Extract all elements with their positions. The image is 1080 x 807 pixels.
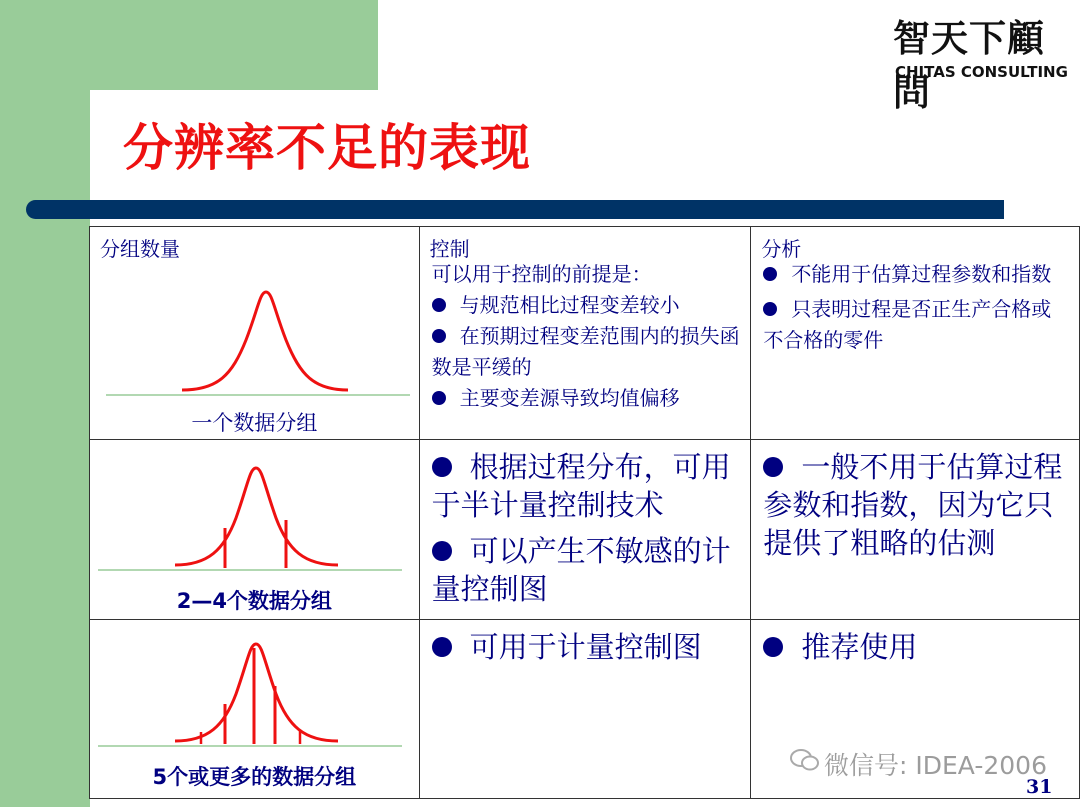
control-list-row3 (432, 628, 745, 666)
normal-curve (182, 292, 348, 390)
normal-curve (175, 468, 338, 565)
analysis-list-row3 (763, 628, 1073, 666)
normal-curve (175, 644, 338, 741)
row2-groups-cell (90, 440, 420, 620)
wechat-icon (790, 748, 820, 772)
list-item: 根据过程分布，可用于半计量控制技术 (431, 450, 731, 522)
caption-five-plus-groups: 5个或更多的数据分组 (152, 765, 357, 789)
watermark-text: 微信号: IDEA-2006 (824, 751, 1047, 780)
resolution-table (89, 226, 1080, 799)
caption-one-group: 一个数据分组 (191, 411, 318, 435)
bullet-icon (763, 457, 783, 477)
row1-groups-cell (90, 227, 420, 440)
row3-groups-cell (90, 620, 420, 799)
control-list-row2 (432, 448, 745, 608)
row2-analysis-cell (751, 440, 1080, 620)
list-item: 可以产生不敏感的计量控制图 (431, 534, 731, 606)
control-intro: 可以用于控制的前提是： (431, 262, 652, 286)
green-band-left (0, 0, 90, 807)
row2-control-cell (419, 440, 751, 620)
bullet-icon (763, 267, 777, 281)
list-item: 在预期过程变差范围内的损失函数是平缓的 (431, 324, 740, 379)
row1-control-cell (419, 227, 751, 440)
list-item: 只表明过程是否正生产合格或不合格的零件 (763, 297, 1052, 352)
bullet-icon (432, 298, 446, 312)
row3-control-cell (419, 620, 751, 799)
bullet-icon (432, 541, 452, 561)
bullet-icon (763, 637, 783, 657)
caption-two-four-groups: 2—4个数据分组 (176, 589, 332, 613)
list-item: 主要变差源导致均值偏移 (432, 383, 743, 414)
header-analysis: 分析 (761, 237, 802, 261)
list-item: 可用于计量控制图 (432, 628, 745, 666)
page-number: 31 (1026, 776, 1053, 798)
list-item: 与规范相比过程变差较小 (432, 290, 743, 321)
bullet-icon (432, 457, 452, 477)
header-control: 控制 (429, 237, 470, 261)
brand-name-cn: 智天下顧問 (893, 16, 1045, 114)
bullet-icon (432, 391, 446, 405)
control-list-row1 (432, 259, 743, 414)
analysis-list-row2 (763, 448, 1073, 562)
bullet-icon (432, 637, 452, 657)
header-groups: 分组数量 (100, 237, 180, 261)
list-item: 一般不用于估算过程参数和指数，因为它只提供了粗略的估测 (763, 450, 1063, 560)
list-item: 推荐使用 (763, 628, 1073, 666)
analysis-list-row1 (763, 259, 1071, 356)
list-item: 不能用于估算过程参数和指数 (763, 259, 1071, 290)
bullet-icon (763, 302, 777, 316)
title-underline-bar (26, 200, 1004, 219)
slide-title: 分辨率不足的表现 (123, 119, 531, 177)
row1-analysis-cell (751, 227, 1080, 440)
bullet-icon (432, 329, 446, 343)
brand-name-en: CHITAS CONSULTING (895, 63, 1068, 81)
